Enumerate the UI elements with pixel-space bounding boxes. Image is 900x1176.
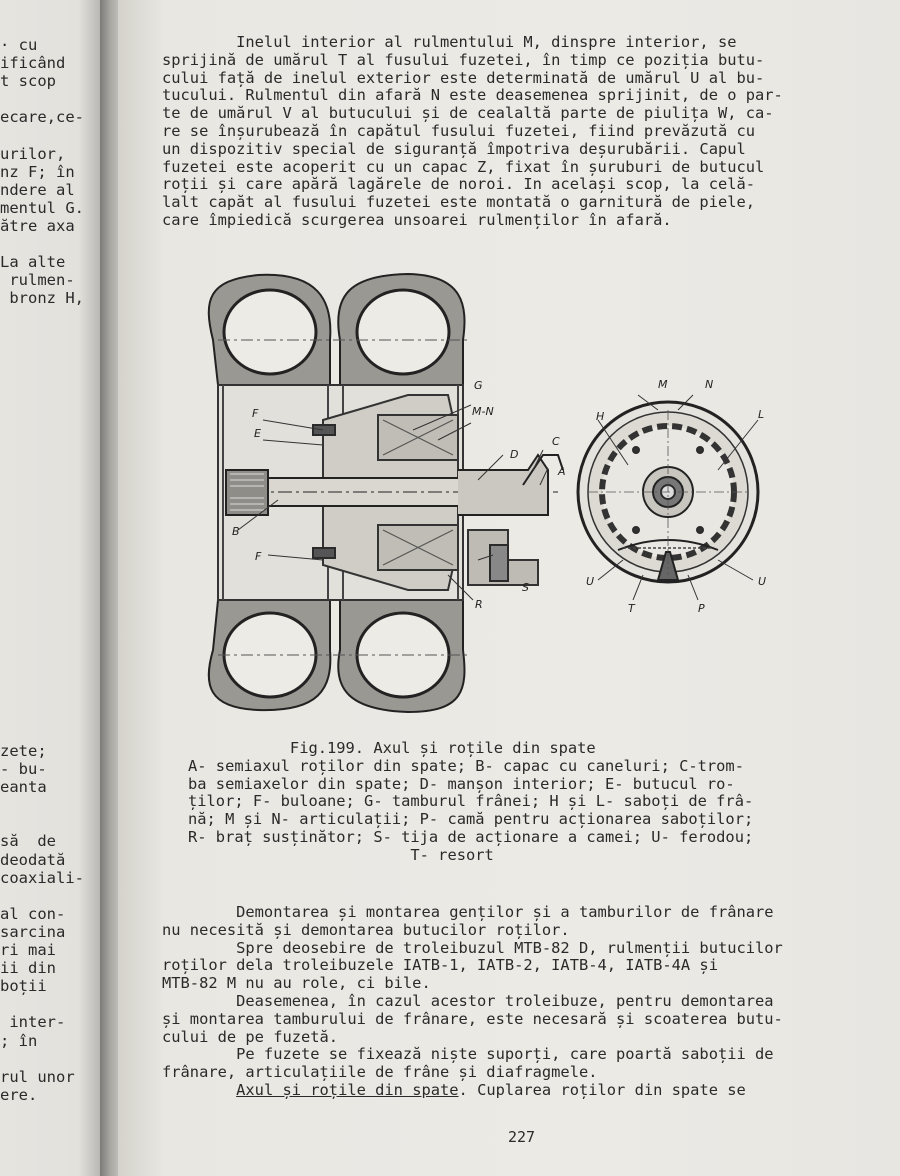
top-paragraph-line: sprijină de umărul T al fusului fuzetei, în timp ce poziția butu- xyxy=(162,50,765,69)
caption-line: ba semiaxelor din spate; D- manșon interior; E- butucul ro- xyxy=(188,774,735,793)
bottom-paragraph-line: Spre deosebire de troleibuzul MTB-82 D, rulmenții butucilor xyxy=(162,938,783,957)
top-paragraph-line: care împiedică scurgerea unsoarei rulmenților în afară. xyxy=(162,210,672,229)
label-G: G xyxy=(474,379,483,392)
adjacent-page-line: rul unor xyxy=(0,1067,75,1086)
bottom-paragraph-line: Pe fuzete se fixează niște suporți, care poartă saboții de xyxy=(162,1045,774,1064)
label-R: R xyxy=(475,598,483,611)
bottom-paragraph-line: și montarea tamburului de frânare, este necesară și scoaterea butu- xyxy=(162,1009,783,1028)
adjacent-page-line: ri mai xyxy=(0,941,56,959)
document-page xyxy=(118,0,900,1176)
label-N: N xyxy=(705,378,714,391)
top-paragraph-line: fuzetei este acoperit cu un capac Z, fixat în șuruburi de butucul xyxy=(162,157,765,176)
tire-top-right xyxy=(338,274,464,385)
figure-caption xyxy=(188,740,868,865)
adjacent-page-line: să de xyxy=(0,832,56,851)
label-F-bottom: F xyxy=(255,550,262,563)
caption-line: A- semiaxul roților din spate; B- capac cu caneluri; C-trom- xyxy=(188,756,744,775)
top-paragraph-line: re se înșurubează în capătul fusului fuzetei, fiind prevăzută cu xyxy=(162,121,756,140)
figure-199-drawing xyxy=(118,0,900,740)
adjacent-page-line: ere. xyxy=(0,1085,38,1104)
top-paragraph-line: lalt capăt al fusului fuzetei este montată o garnitură de piele, xyxy=(162,193,756,212)
adjacent-page-line: boții xyxy=(0,977,47,996)
top-paragraph-line: te de umărul V al butucului și de cealaltă parte de piulița W, ca- xyxy=(162,104,774,123)
label-B: B xyxy=(232,525,240,538)
top-paragraph-line: roții și care apără lagărele de noroi. In același scop, la celă- xyxy=(162,175,756,194)
adjacent-page-line: ; în xyxy=(0,1031,38,1050)
caption-line: Fig.199. Axul și roțile din spate xyxy=(188,739,596,757)
label-H: H xyxy=(596,410,605,423)
adjacent-page-line: urilor, xyxy=(0,144,66,163)
top-paragraph-line: cului față de inelul exterior este determinată de umărul U al bu- xyxy=(162,68,765,87)
adjacent-page-line: La alte xyxy=(0,253,66,272)
adjacent-page-line: ii din xyxy=(0,959,56,978)
adjacent-page-line: inter- xyxy=(0,1013,66,1032)
adjacent-page-line: sarcina xyxy=(0,922,66,941)
bottom-paragraph xyxy=(162,904,887,1082)
caption-line: T- resort xyxy=(188,845,494,864)
adjacent-page-fragment xyxy=(0,0,112,1176)
top-paragraph-line: un dispozitiv special de siguranță împotriva deșurubării. Capul xyxy=(162,139,746,158)
adjacent-page-line: al con- xyxy=(0,904,66,923)
adjacent-page-line: t scop xyxy=(0,72,56,91)
bottom-paragraph-line: frânare, articulațiile de frâne și diafragmele. xyxy=(162,1063,598,1082)
adjacent-page-line: zete; xyxy=(0,741,47,760)
adjacent-page-line: eanta xyxy=(0,778,47,797)
label-U-left: U xyxy=(586,575,595,588)
label-M-N: M-N xyxy=(472,405,494,418)
caption-line: nă; M și N- articulații; P- camă pentru acționarea saboților; xyxy=(188,810,754,829)
caption-line: ților; F- buloane; G- tamburul frânei; H și L- saboți de frâ- xyxy=(188,792,754,811)
label-P: P xyxy=(698,602,705,615)
adjacent-page-line: rulmen- xyxy=(0,271,75,290)
label-S: S xyxy=(522,581,529,594)
adjacent-page-line: ificând xyxy=(0,54,66,73)
section-start-text: . Cuplarea roților din spate se xyxy=(458,1081,746,1099)
label-L: L xyxy=(758,408,765,421)
bottom-paragraph-line: Deasemenea, în cazul acestor troleibuze, pentru demontarea xyxy=(162,991,774,1010)
adjacent-page-line: nz F; în xyxy=(0,162,75,181)
adjacent-page-line: ătre axa xyxy=(0,217,75,235)
label-T: T xyxy=(628,602,635,615)
label-C: C xyxy=(552,435,560,448)
section-heading-underlined: Axul și roțile din spate xyxy=(236,1081,459,1099)
label-F-top: F xyxy=(252,407,259,420)
page-number: 227 xyxy=(508,1128,536,1146)
tire-bottom-right xyxy=(338,600,464,712)
adjacent-page-line: deodată xyxy=(0,850,66,869)
bottom-paragraph-line: roților dela troleibuzele IATB-1, IATB-2, IATB-4, IATB-4A și xyxy=(162,956,718,975)
tire-top-left xyxy=(209,275,331,385)
label-U-right: U xyxy=(758,575,767,588)
adjacent-page-line: bronz H, xyxy=(0,289,84,308)
brake-drum-end-view xyxy=(578,395,758,600)
label-E: E xyxy=(254,427,261,440)
adjacent-page-line: coaxiali- xyxy=(0,868,84,887)
top-paragraph-line: Inelul interior al rulmentului M, dinspre interior, se xyxy=(162,33,737,51)
label-D: D xyxy=(510,448,519,461)
bottom-paragraph-line: Demontarea și montarea genților și a tamburilor de frânare xyxy=(162,903,774,921)
adjacent-page-line: · cu xyxy=(0,36,38,54)
adjacent-page-line: ndere al xyxy=(0,180,75,199)
adjacent-page-line: mentul G. xyxy=(0,198,84,217)
adjacent-page-line: ecare,ce- xyxy=(0,108,84,127)
caption-line: R- braț susținător; S- tija de acționare a camei; U- ferodou; xyxy=(188,827,754,846)
bottom-paragraph-line: cului de pe fuzetă. xyxy=(162,1027,339,1046)
bottom-paragraph-line: MTB-82 M nu au role, ci bile. xyxy=(162,974,431,993)
section-start-line xyxy=(162,1082,887,1100)
label-M: M xyxy=(658,378,668,391)
label-A: A xyxy=(558,465,566,478)
adjacent-page-line: - bu- xyxy=(0,760,47,778)
top-paragraph-line: tucului. Rulmentul din afară N este deasemenea sprijinit, de o par- xyxy=(162,86,783,105)
bottom-paragraph-line: nu necesită și demontarea butucilor roților. xyxy=(162,920,570,939)
